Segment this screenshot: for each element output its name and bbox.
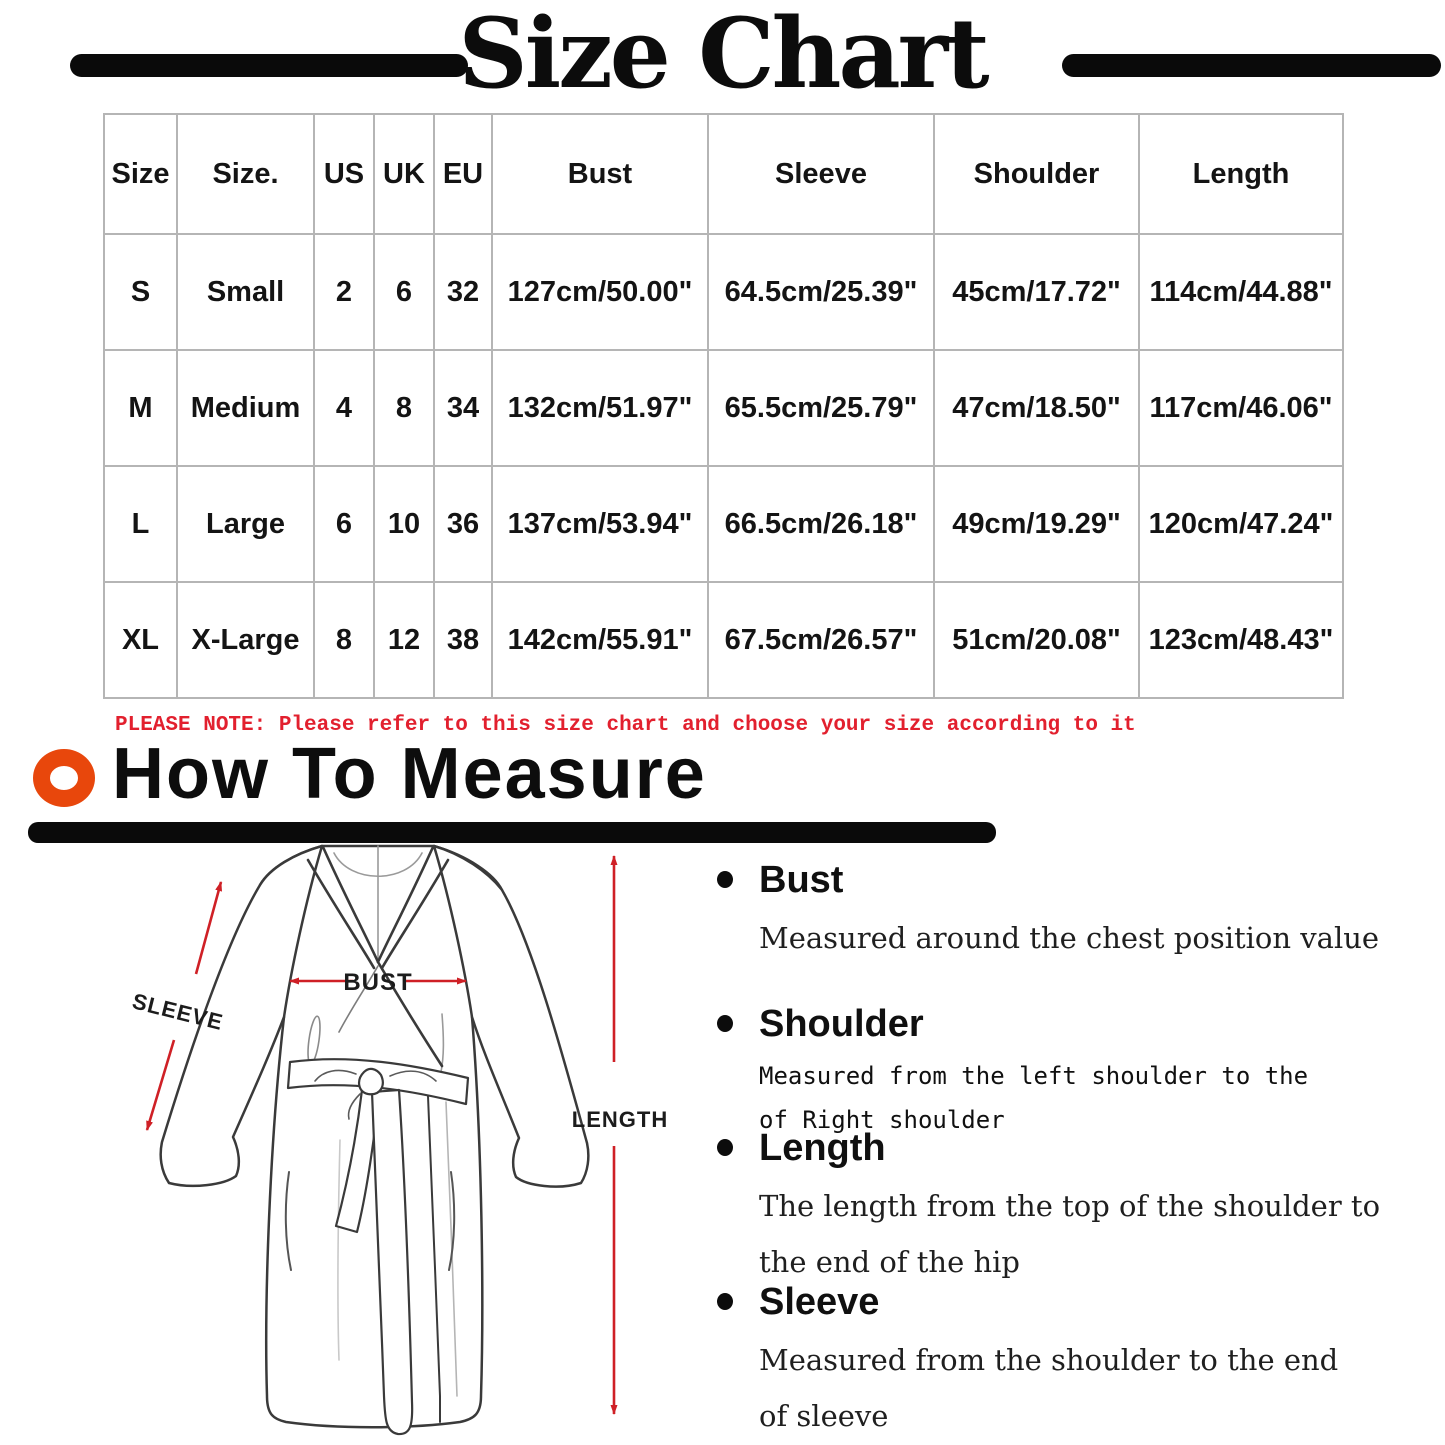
size-cell: Large (177, 466, 314, 582)
size-cell: 137cm/53.94" (492, 466, 708, 582)
size-cell: 36 (434, 466, 492, 582)
size-cell: 127cm/50.00" (492, 234, 708, 350)
size-cell: 142cm/55.91" (492, 582, 708, 698)
measure-term: Shoulder (759, 1003, 924, 1045)
measure-term: Sleeve (759, 1281, 880, 1323)
size-table (103, 113, 1344, 699)
size-cell: 8 (374, 350, 434, 466)
robe-measurement-diagram (110, 840, 670, 1445)
column-header: Shoulder (934, 114, 1139, 234)
column-header: Length (1139, 114, 1343, 234)
size-cell: 67.5cm/26.57" (708, 582, 934, 698)
measure-term: Length (759, 1127, 886, 1169)
measure-description-line: Measured from the left shoulder to the (759, 1062, 1309, 1090)
size-cell: 123cm/48.43" (1139, 582, 1343, 698)
column-header: Bust (492, 114, 708, 234)
size-cell: 4 (314, 350, 374, 466)
page-title: Size Chart (458, 0, 987, 110)
table-row (104, 582, 1343, 698)
size-cell: 12 (374, 582, 434, 698)
size-cell: 2 (314, 234, 374, 350)
ring-bullet-icon (33, 749, 95, 807)
measure-description (759, 1332, 1425, 1444)
bullet-icon (717, 871, 733, 888)
length-diagram-label: LENGTH (571, 1107, 669, 1132)
size-note: PLEASE NOTE: Please refer to this size chart and choose your size according to it (115, 714, 1136, 737)
bullet-icon (717, 1015, 733, 1032)
size-cell: 114cm/44.88" (1139, 234, 1343, 350)
column-header: US (314, 114, 374, 234)
measure-term: Bust (759, 859, 844, 901)
measure-guide-item (705, 858, 1425, 966)
bust-diagram-label: BUST (343, 969, 413, 996)
size-cell: 66.5cm/26.18" (708, 466, 934, 582)
size-cell: 51cm/20.08" (934, 582, 1139, 698)
header-row (104, 114, 1343, 234)
size-cell: M (104, 350, 177, 466)
measure-guide (705, 856, 1425, 1436)
size-cell: 64.5cm/25.39" (708, 234, 934, 350)
size-cell: L (104, 466, 177, 582)
measure-description-line: of sleeve (759, 1399, 889, 1433)
measure-description-line: the end of the hip (759, 1245, 1020, 1279)
size-table-header (104, 114, 1343, 234)
size-cell: 132cm/51.97" (492, 350, 708, 466)
size-cell: 65.5cm/25.79" (708, 350, 934, 466)
measure-guide-item (705, 1280, 1425, 1444)
size-table-body (104, 234, 1343, 698)
column-header: Sleeve (708, 114, 934, 234)
size-cell: X-Large (177, 582, 314, 698)
sleeve-arrow-up (196, 882, 221, 974)
measure-description-line: of Right shoulder (759, 1106, 1005, 1134)
column-header: UK (374, 114, 434, 234)
size-cell: Medium (177, 350, 314, 466)
size-cell: 34 (434, 350, 492, 466)
size-cell: Small (177, 234, 314, 350)
size-cell: S (104, 234, 177, 350)
size-cell: 32 (434, 234, 492, 350)
size-cell: 47cm/18.50" (934, 350, 1139, 466)
size-cell: 10 (374, 466, 434, 582)
size-cell: 6 (314, 466, 374, 582)
table-row (104, 350, 1343, 466)
table-row (104, 234, 1343, 350)
sleeve-diagram-label: SLEEVE (129, 988, 226, 1036)
column-header: EU (434, 114, 492, 234)
measure-description (759, 1178, 1425, 1290)
column-header: Size. (177, 114, 314, 234)
size-cell: 8 (314, 582, 374, 698)
table-row (104, 466, 1343, 582)
size-cell: 6 (374, 234, 434, 350)
measure-section-title: How To Measure (112, 734, 707, 814)
measure-description-line: The length from the top of the shoulder to (759, 1189, 1381, 1223)
measure-guide-item (705, 1002, 1425, 1142)
bullet-icon (717, 1293, 733, 1310)
size-cell: XL (104, 582, 177, 698)
column-header: Size (104, 114, 177, 234)
size-cell: 38 (434, 582, 492, 698)
size-cell: 120cm/47.24" (1139, 466, 1343, 582)
size-cell: 49cm/19.29" (934, 466, 1139, 582)
bullet-icon (717, 1139, 733, 1156)
measure-description (759, 910, 1425, 966)
size-cell: 117cm/46.06" (1139, 350, 1343, 466)
measure-description-line: Measured from the shoulder to the end (759, 1343, 1339, 1377)
measure-description-line: Measured around the chest position value (759, 921, 1380, 955)
size-cell: 45cm/17.72" (934, 234, 1139, 350)
measure-guide-item (705, 1126, 1425, 1290)
